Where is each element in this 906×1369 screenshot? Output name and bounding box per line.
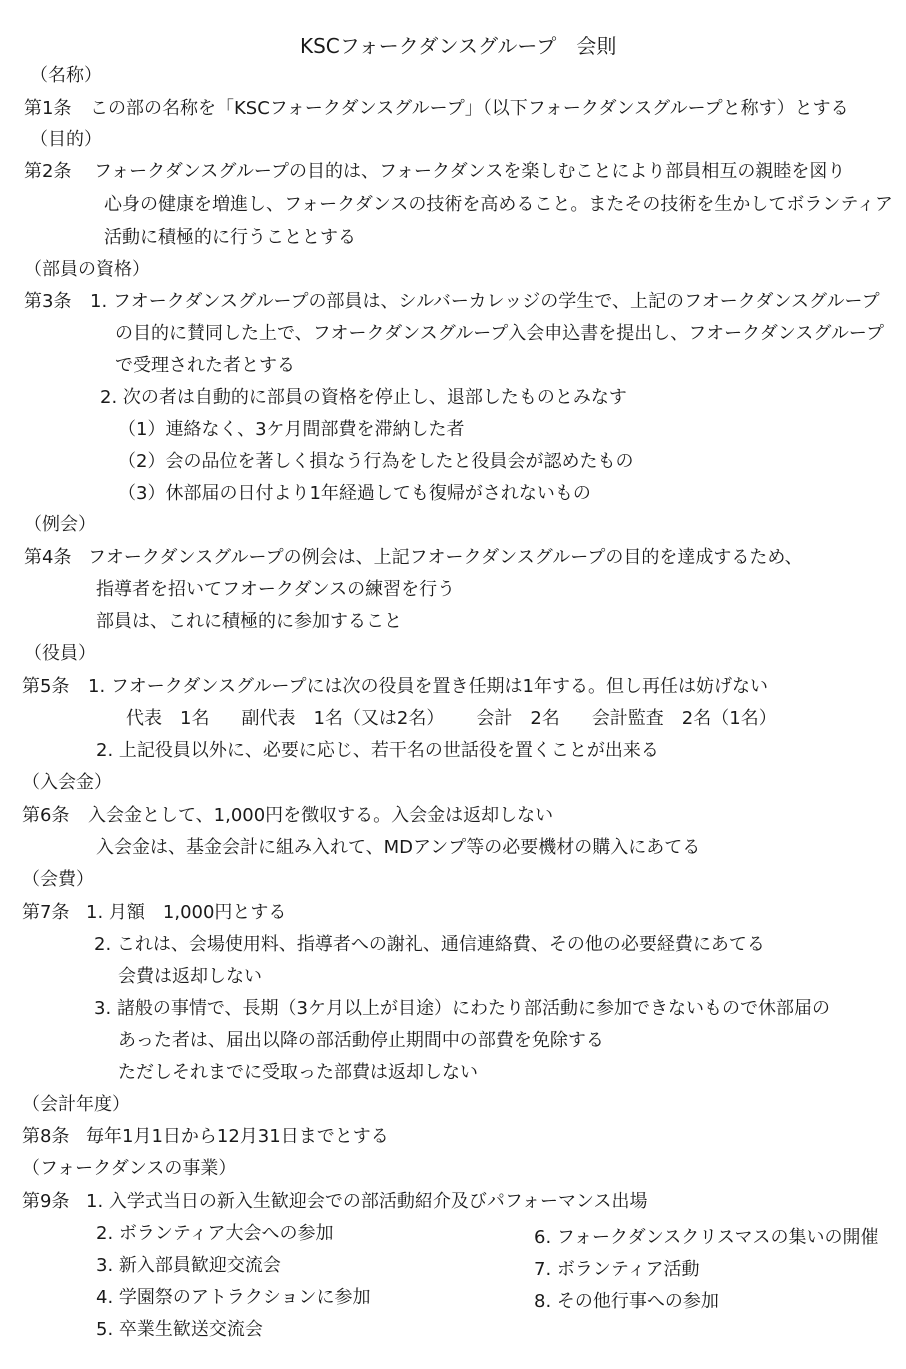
- heading-name: （名称）: [30, 65, 102, 86]
- article-7-line: 会費は返却しない: [118, 966, 262, 987]
- article-3-line: 2. 次の者は自動的に部員の資格を停止し、退部したものとみなす: [100, 387, 627, 408]
- officer-role: 代表 1名: [126, 708, 210, 729]
- heading-officers: （役員）: [24, 643, 96, 664]
- activity-item: 4. 学園祭のアトラクションに参加: [96, 1287, 371, 1308]
- article-4-line: フオークダンスグループの例会は、上記フオークダンスグループの目的を達成するため、: [88, 547, 803, 568]
- heading-membership: （部員の資格）: [24, 259, 150, 280]
- officer-role: 副代表 1名（又は2名）: [241, 708, 445, 729]
- activity-item: 2. ボランティア大会への参加: [96, 1223, 334, 1244]
- activity-item: 7. ボランティア活動: [534, 1259, 700, 1280]
- article-1-label: 第1条: [24, 98, 72, 119]
- article-7-line: あった者は、届出以降の部活動停止期間中の部費を免除する: [118, 1030, 604, 1051]
- heading-fiscal-year: （会計年度）: [22, 1094, 130, 1115]
- heading-entrance-fee: （入会金）: [22, 772, 112, 793]
- article-4-label: 第4条: [24, 547, 72, 568]
- officer-role: 会計 2名: [476, 708, 560, 729]
- article-3-line: 1. フオークダンスグループの部員は、シルバーカレッジの学生で、上記のフオークダンスグループ: [90, 291, 880, 312]
- article-8-label: 第8条: [22, 1126, 70, 1147]
- heading-meeting: （例会）: [24, 514, 96, 535]
- article-3-subitem: （1）連絡なく、3ケ月間部費を滞納した者: [118, 419, 465, 440]
- article-2-line: 心身の健康を増進し、フォークダンスの技術を高めること。またその技術を生かしてボランティア: [104, 194, 893, 215]
- heading-activities: （フォークダンスの事業）: [22, 1158, 237, 1179]
- article-6-line: 入会金は、基金会計に組み入れて、MDアンプ等の必要機材の購入にあてる: [96, 837, 701, 858]
- article-3-line: の目的に賛同した上で、フオークダンスグループ入会申込書を提出し、フオークダンスグループ: [115, 323, 884, 344]
- article-2-label: 第2条: [24, 161, 72, 182]
- activity-item: 8. その他行事への参加: [534, 1291, 719, 1312]
- article-3-subitem: （3）休部届の日付より1年経過しても復帰がされないもの: [118, 483, 591, 504]
- article-6-line: 入会金として、1,000円を徴収する。入会金は返却しない: [88, 805, 554, 826]
- article-3-subitem: （2）会の品位を著しく損なう行為をしたと役員会が認めたもの: [118, 451, 634, 472]
- article-5-line: 1. フオークダンスグループには次の役員を置き任期は1年する。但し再任は妨げない: [88, 676, 769, 697]
- activity-item: 3. 新入部員歓迎交流会: [96, 1255, 281, 1276]
- article-7-line: 1. 月額 1,000円とする: [86, 902, 287, 923]
- article-6-label: 第6条: [22, 805, 70, 826]
- article-5-label: 第5条: [22, 676, 70, 697]
- article-3-line: で受理された者とする: [115, 355, 295, 376]
- article-2-line: フォークダンスグループの目的は、フォークダンスを楽しむことにより部員相互の親睦を図り: [94, 161, 846, 182]
- activity-item: 6. フォークダンスクリスマスの集いの開催: [534, 1227, 879, 1248]
- article-7-label: 第7条: [22, 902, 70, 923]
- page-title: KSCフォークダンスグループ 会則: [300, 34, 617, 58]
- article-7-line: 2. これは、会場使用料、指導者への謝礼、通信連絡費、その他の必要経費にあてる: [94, 934, 765, 955]
- article-4-line: 部員は、これに積極的に参加すること: [96, 611, 402, 632]
- article-5-officers: [126, 707, 777, 731]
- article-7-line: 3. 諸般の事情で、長期（3ケ月以上が目途）にわたり部活動に参加できないもので休部届の: [94, 998, 830, 1019]
- activity-item: 1. 入学式当日の新入生歓迎会での部活動紹介及びパフォーマンス出場: [86, 1191, 648, 1212]
- article-4-line: 指導者を招いてフオークダンスの練習を行う: [96, 579, 456, 600]
- article-1-line: この部の名称を「KSCフォークダンスグループ」（以下フォークダンスグループと称す）とする: [90, 98, 849, 119]
- activity-item: 5. 卒業生歓送交流会: [96, 1319, 263, 1340]
- officer-role: 会計監査 2名（1名）: [591, 708, 777, 729]
- article-2-line: 活動に積極的に行うこととする: [104, 227, 356, 248]
- article-9-label: 第9条: [22, 1191, 70, 1212]
- heading-membership-fee: （会費）: [22, 869, 94, 890]
- article-3-label: 第3条: [24, 291, 72, 312]
- article-7-line: ただしそれまでに受取った部費は返却しない: [118, 1062, 478, 1083]
- article-5-line: 2. 上記役員以外に、必要に応じ、若干名の世話役を置くことが出来る: [96, 740, 659, 761]
- heading-purpose: （目的）: [30, 129, 102, 150]
- article-8-line: 毎年1月1日から12月31日までとする: [86, 1126, 389, 1147]
